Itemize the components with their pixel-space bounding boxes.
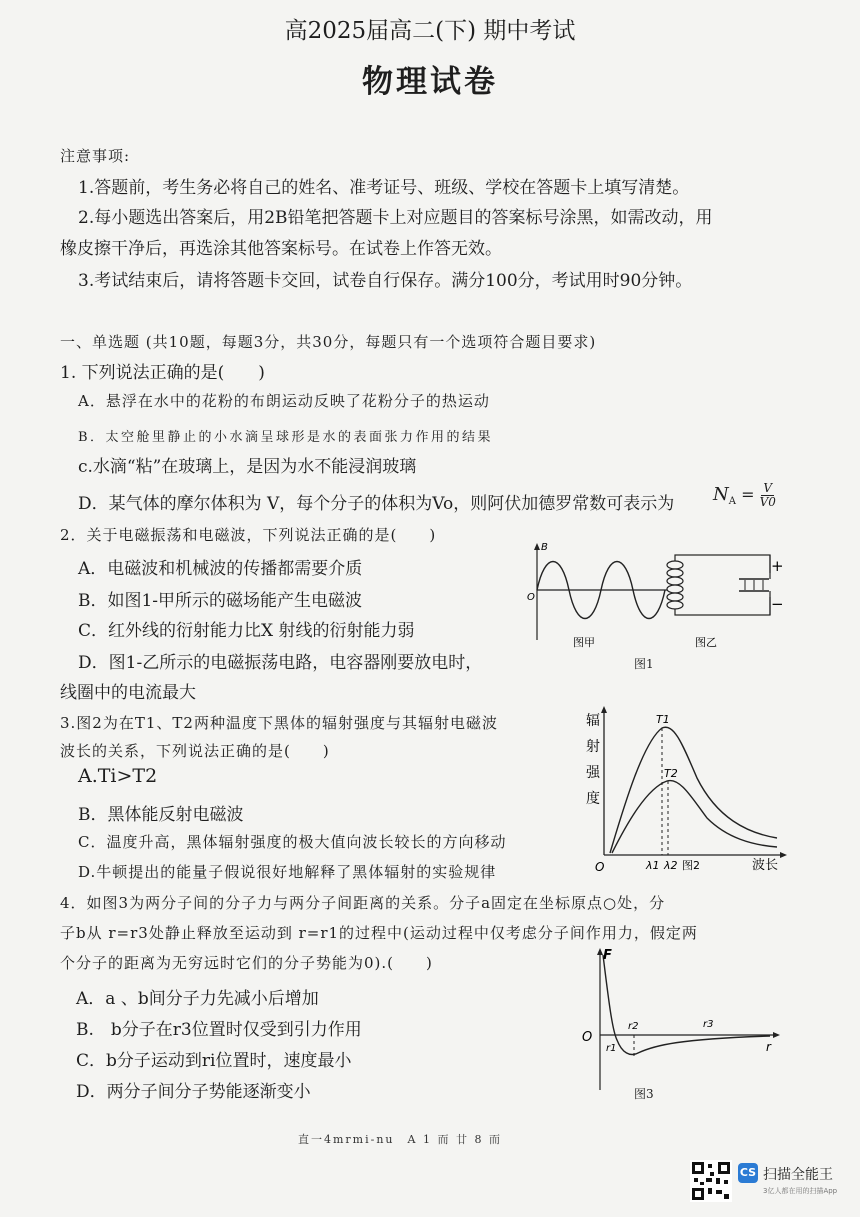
- fig1-plus-sign: +: [771, 557, 784, 575]
- scanner-brand: 扫描全能王: [763, 1167, 833, 1183]
- q4-option-d: D．两分子间分子势能逐渐变小: [76, 1082, 311, 1102]
- q3-option-d: D.牛顿提出的能量子假说很好地解释了黑体辐射的实验规律: [78, 863, 497, 881]
- q4-stem-2: 子b从 r=r3处静止释放至运动到 r=r1的过程中(运动过程中仅考虑分子间作用力，假定两: [60, 924, 698, 942]
- q4-stem-3: 个分子的距离为无穷远时它们的分子势能为0).( ): [60, 954, 433, 972]
- fig2-t2-label: T2: [664, 767, 678, 780]
- q2-option-d-cont: 线圈中的电流最大: [60, 683, 196, 703]
- fig2-origin: O: [595, 860, 605, 874]
- q1-option-a: A．悬浮在水中的花粉的布朗运动反映了花粉分子的热运动: [78, 392, 490, 410]
- q2-option-d: D．图1-乙所示的电磁振荡电路，电容器刚要放电时，: [78, 653, 483, 673]
- q2-option-b: B．如图1-甲所示的磁场能产生电磁波: [78, 591, 363, 611]
- q3-stem-1: 3.图2为在T1、T2两种温度下黑体的辐射强度与其辐射电磁波: [60, 714, 498, 732]
- fig2-caption: 图2: [682, 859, 700, 872]
- fig3-force-curve: [603, 955, 770, 1054]
- fig1-b-label: B: [541, 542, 548, 553]
- formula-numerator: V: [763, 481, 773, 495]
- fig2-ylabel-1: 辐: [586, 713, 600, 729]
- q3-option-c: C．温度升高，黑体辐射强度的极大值向波长较长的方向移动: [78, 833, 507, 851]
- figure-1-yi: [655, 545, 785, 655]
- q2-option-c: C．红外线的衍射能力比X 射线的衍射能力弱: [78, 621, 415, 641]
- q2-option-a: A．电磁波和机械波的传播都需要介质: [78, 559, 363, 579]
- fig3-r-arrow: [773, 1032, 780, 1038]
- fig1-origin: O: [527, 592, 535, 603]
- fig1-coil: [667, 561, 683, 609]
- formula-na-sub: A: [728, 496, 736, 508]
- notes-heading: 注意事项:: [60, 147, 131, 165]
- fig1-b-arrow: [534, 543, 540, 550]
- formula-eq: =: [741, 485, 755, 504]
- formula-na: N: [713, 484, 729, 505]
- fig2-xlabel: 波长: [752, 858, 779, 873]
- page-footer: 直一4mrmi-nu A 1 而 廿 8 而: [298, 1133, 502, 1146]
- fig1-yi-label: 图乙: [695, 636, 717, 649]
- q2-stem: 2．关于电磁振荡和电磁波，下列说法正确的是( ): [60, 526, 437, 544]
- fig2-x-arrow: [780, 852, 787, 858]
- scanner-slogan: 3亿人都在用的扫描App: [763, 1187, 838, 1195]
- fig3-r-label: r: [766, 1040, 771, 1054]
- note-3: 3.考试结束后，请将答题卡交回，试卷自行保存。满分100分，考试用时90分钟。: [78, 271, 693, 291]
- section-heading: 一、单选题 (共10题，每题3分，共30分，每题只有一个选项符合题目要求): [60, 333, 597, 351]
- fig2-ylabel-4: 度: [586, 791, 600, 807]
- fig2-y-arrow: [601, 706, 607, 713]
- q3-option-a: A.Ti>T2: [78, 765, 158, 787]
- q1-option-c: c.水滴“粘”在玻璃上，是因为水不能浸润玻璃: [78, 457, 417, 477]
- note-2: 2.每小题选出答案后，用2B铅笔把答题卡上对应题目的答案标号涂黑，如需改动，用: [78, 208, 713, 228]
- qr-code-icon: [690, 1160, 732, 1202]
- fig3-r3-label: r3: [703, 1019, 714, 1030]
- q3-option-b: B．黑体能反射电磁波: [78, 805, 244, 825]
- q3-stem-2: 波长的关系，下列说法正确的是( ): [60, 742, 330, 760]
- formula-fraction: [760, 482, 776, 509]
- q4-option-c: C．b分子运动到ri位置时，速度最小: [76, 1051, 352, 1071]
- fig2-curve-t2: [612, 781, 777, 853]
- note-2-cont: 橡皮擦干净后，再选涂其他答案标号。在试卷上作答无效。: [60, 239, 502, 259]
- fig1-jia-label: 图甲: [573, 636, 595, 649]
- note-1: 1.答题前，考生务必将自己的姓名、准考证号、班级、学校在答题卡上填写清楚。: [78, 178, 690, 198]
- formula-denominator: V0: [759, 495, 776, 509]
- fig2-curve-t1: [610, 727, 777, 853]
- scanner-logo-icon: CS: [738, 1163, 758, 1183]
- q1-option-d: D．某气体的摩尔体积为 V，每个分子的体积为Vo，则阿伏加德罗常数可表示为: [78, 494, 675, 514]
- fig2-lambda2: λ2: [664, 859, 678, 872]
- fig2-t1-label: T1: [656, 713, 670, 726]
- figure-2: [582, 703, 822, 875]
- fig1-minus-sign: −: [771, 595, 784, 613]
- exam-title: 高2025届高二(下) 期中考试: [284, 18, 576, 44]
- fig3-origin: O: [582, 1030, 593, 1045]
- figure-3: [570, 945, 785, 1100]
- q4-option-a: A．a 、b间分子力先减小后增加: [76, 989, 319, 1009]
- fig3-f-label: F: [603, 948, 612, 963]
- q4-option-b: B. b分子在r3位置时仅受到引力作用: [76, 1020, 362, 1040]
- q1-option-b: B．太空舱里静止的小水滴呈球形是水的表面张力作用的结果: [78, 430, 494, 445]
- q1-stem: 1. 下列说法正确的是( ): [60, 363, 265, 383]
- q1-formula: [713, 482, 776, 509]
- fig1-caption: 图1: [634, 657, 654, 671]
- fig3-r1-label: r1: [606, 1043, 617, 1054]
- fig2-ylabel-2: 射: [586, 739, 600, 755]
- fig3-caption: 图3: [634, 1087, 654, 1101]
- fig2-ylabel-3: 强: [586, 765, 600, 781]
- q4-stem-1: 4．如图3为两分子间的分子力与两分子间距离的关系。分子a固定在坐标原点○处，分: [60, 894, 666, 912]
- fig3-r2-label: r2: [628, 1021, 639, 1032]
- fig2-lambda1: λ1: [646, 859, 660, 872]
- exam-subject: 物理试卷: [362, 64, 498, 100]
